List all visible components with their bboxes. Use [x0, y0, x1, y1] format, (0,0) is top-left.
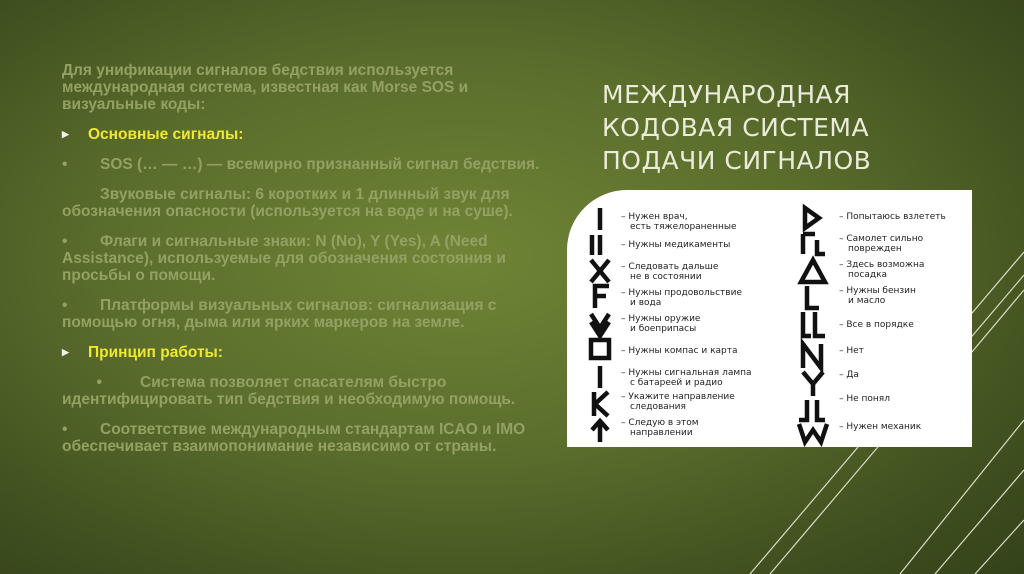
symbol-k — [594, 392, 608, 416]
bullet-dot-icon: • — [62, 297, 68, 314]
bullet-dot-icon: • — [62, 156, 68, 173]
bullet-dot-icon: • — [62, 374, 102, 391]
code-row: – Здесь возможна посадка — [839, 260, 925, 280]
title-line: ПОДАЧИ СИГНАЛОВ — [602, 146, 872, 175]
symbol-y — [803, 372, 823, 396]
symbol-arrow-up — [592, 421, 608, 442]
triangle-bullet-icon: ▶ — [62, 347, 69, 357]
triangle-bullet-icon: ▶ — [62, 129, 69, 139]
symbol-ll-broken — [803, 234, 825, 254]
code-row: – Следовать дальше не в состоянии — [621, 262, 719, 282]
signal-codes-image — [567, 190, 972, 447]
heading-label: Основные сигналы: — [88, 126, 244, 143]
code-row: – Да — [839, 370, 859, 380]
deco-line-6 — [975, 520, 1024, 574]
list-item — [62, 374, 542, 408]
code-row: – Нет — [839, 346, 864, 356]
section-heading-principle — [62, 344, 542, 361]
symbol-double-v — [591, 314, 609, 336]
symbol-square — [591, 340, 609, 358]
code-row: – Нужны медикаменты — [621, 240, 731, 250]
intro-paragraph: Для унификации сигналов бедствия используется международная система, известная как Morse SOS и визуальные коды: — [62, 62, 469, 113]
code-row: – Нужен механик — [839, 422, 922, 432]
symbol-n — [803, 344, 821, 368]
list-item — [62, 421, 542, 455]
code-row: – Все в порядке — [839, 320, 914, 330]
title-line: МЕЖДУНАРОДНАЯ — [602, 80, 852, 109]
list-item-text: Звуковые сигналы: 6 коротких и 1 длинный звук для обозначения опасности (используется на воде и на суше). — [62, 186, 513, 220]
symbol-jl — [799, 400, 825, 420]
code-row: – Нужны сигнальная лампа с батареей и радио — [621, 368, 752, 388]
code-row: – Укажите направление следования — [621, 392, 735, 412]
symbol-flag — [805, 208, 819, 228]
code-row: – Нужны бензин и масло — [839, 286, 916, 306]
code-row: – Нужен врач, есть тяжелораненные — [621, 212, 737, 232]
code-row: – Самолет сильно поврежден — [839, 234, 924, 254]
deco-line-5 — [935, 470, 1024, 574]
list-item-text: SOS (… — …) — всемирно признанный сигнал бедствия. — [100, 156, 540, 173]
bullet-dot-icon: • — [62, 421, 68, 438]
symbol-f — [595, 286, 609, 308]
body-text — [62, 62, 542, 468]
symbol-ll — [803, 312, 825, 336]
list-item-text: Платформы визуальных сигналов: сигнализация с помощью огня, дыма или ярких маркеров на земле. — [62, 297, 497, 331]
code-row: – Нужны продовольствие и вода — [621, 288, 742, 308]
symbol-triangle — [801, 260, 825, 282]
slide-title — [602, 78, 982, 177]
code-row: – Следую в этом направлении — [621, 418, 699, 438]
list-item — [62, 297, 542, 331]
list-item — [62, 156, 542, 173]
code-row: – Попытаюсь взлететь — [839, 212, 946, 222]
symbol-w — [799, 424, 827, 442]
bullet-dot-icon: • — [62, 233, 68, 250]
list-item-text: Флаги и сигнальные знаки: N (No), Y (Yes), A (Need Assistance), используемые для обозначения состояния и просьбы о помощи. — [62, 233, 506, 284]
list-item-text: Система позволяет спасателям быстро идентифицировать тип бедствия и необходимую помощь. — [62, 374, 516, 408]
code-row: – Нужны оружие и боеприпасы — [621, 314, 701, 334]
list-item-text: Соответствие международным стандартам ICAO и IMO обеспечивает взаимопонимание независимо от страны. — [62, 421, 526, 455]
list-item — [62, 233, 542, 284]
title-line: КОДОВАЯ СИСТЕМА — [602, 113, 870, 142]
section-heading-signals — [62, 126, 542, 143]
code-row: – Не понял — [839, 394, 890, 404]
list-item — [62, 186, 542, 220]
heading-label: Принцип работы: — [88, 344, 223, 361]
symbol-l — [807, 286, 819, 308]
code-row: – Нужны компас и карта — [621, 346, 738, 356]
